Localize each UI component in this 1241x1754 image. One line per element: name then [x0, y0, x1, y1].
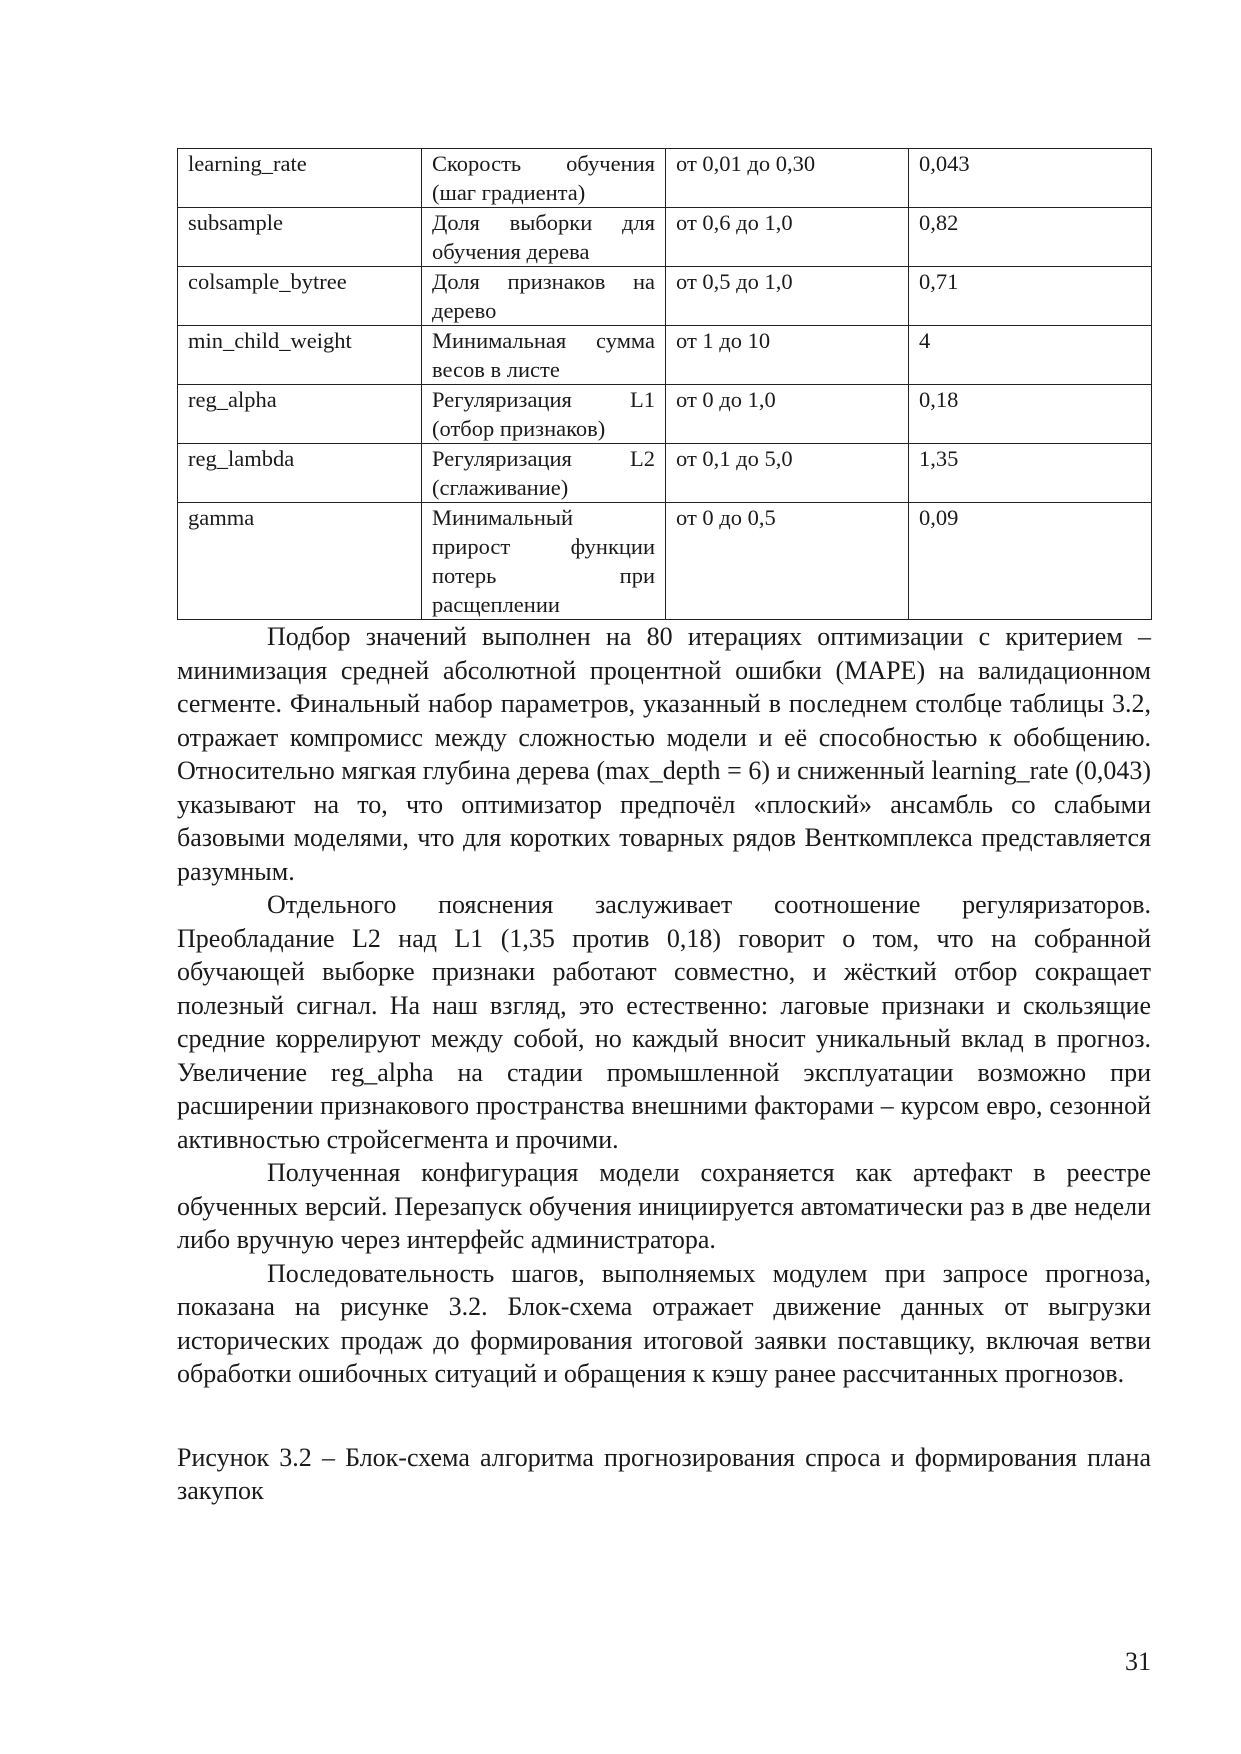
- table-row: [178, 267, 1152, 326]
- param-name-cell: min_child_weight: [178, 326, 422, 385]
- param-description-cell: Минимальная сумма весов в листе: [422, 326, 666, 385]
- param-range-cell: от 0 до 0,5: [666, 503, 909, 620]
- param-name-cell: subsample: [178, 208, 422, 267]
- table-row: [178, 208, 1152, 267]
- param-name-cell: learning_rate: [178, 149, 422, 208]
- paragraph: Полученная конфигурация модели сохраняется как артефакт в реестре обученных версий. Перезапуск обучения инициируется автоматически раз в две недели либо вручную через интерфейс администратора.: [177, 1158, 1151, 1254]
- param-value-cell: 1,35: [909, 444, 1152, 503]
- param-value-cell: 4: [909, 326, 1152, 385]
- param-value-cell: 0,71: [909, 267, 1152, 326]
- param-description-cell: Минимальный прирост функции потерь при расщеплении: [422, 503, 666, 620]
- param-name-cell: reg_alpha: [178, 385, 422, 444]
- param-description-cell: Доля выборки для обучения дерева: [422, 208, 666, 267]
- table-row: [178, 385, 1152, 444]
- param-range-cell: от 0,1 до 5,0: [666, 444, 909, 503]
- param-range-cell: от 0,5 до 1,0: [666, 267, 909, 326]
- param-description-cell: Скорость обучения (шаг градиента): [422, 149, 666, 208]
- param-value-cell: 0,18: [909, 385, 1152, 444]
- param-value-cell: 0,043: [909, 149, 1152, 208]
- paragraph: Подбор значений выполнен на 80 итерациях оптимизации с критерием – минимизация средней абсолютной процентной ошибки (MAPE) на валидационном сегменте. Финальный набор параметров, указанный в последнем столбце таблицы 3.2, отражает компромисс между сложностью модели и её способностью к обобщению. Относительно мягкая глубина дерева (max_depth = 6) и сниженный learning_rate (0,043) указывают на то, что оптимизатор предпочёл «плоский» ансамбль со слабыми базовыми моделями, что для коротких товарных рядов Венткомплекса представляется разумным.: [177, 622, 1151, 886]
- parameters-table: [177, 148, 1152, 620]
- page-number: 31: [1125, 1647, 1151, 1676]
- param-name-cell: gamma: [178, 503, 422, 620]
- paragraph: Отдельного пояснения заслуживает соотношение регуляризаторов. Преобладание L2 над L1 (1,35 против 0,18) говорит о том, что на собранной обучающей выборке признаки работают совместно, и жёсткий отбор сокращает полезный сигнал. На наш взгляд, это естественно: лаговые признаки и скользящие средние коррелируют между собой, но каждый вносит уникальный вклад в прогноз. Увеличение reg_alpha на стадии промышленной эксплуатации возможно при расширении признакового пространства внешними факторами – курсом евро, сезонной активностью стройсегмента и прочими.: [177, 890, 1151, 1154]
- figure-caption: Рисунок 3.2 – Блок-схема алгоритма прогнозирования спроса и формирования плана закупок: [177, 1442, 1151, 1505]
- param-value-cell: 0,82: [909, 208, 1152, 267]
- table-row: [178, 326, 1152, 385]
- param-description-cell: Доля признаков на дерево: [422, 267, 666, 326]
- param-description-cell: Регуляризация L2 (сглаживание): [422, 444, 666, 503]
- param-range-cell: от 0,6 до 1,0: [666, 208, 909, 267]
- param-value-cell: 0,09: [909, 503, 1152, 620]
- param-range-cell: от 0 до 1,0: [666, 385, 909, 444]
- document-page: [177, 148, 1151, 1508]
- param-name-cell: colsample_bytree: [178, 267, 422, 326]
- param-range-cell: от 1 до 10: [666, 326, 909, 385]
- table-row: [178, 503, 1152, 620]
- body-text: [177, 620, 1151, 1391]
- table-row: [178, 149, 1152, 208]
- param-range-cell: от 0,01 до 0,30: [666, 149, 909, 208]
- param-description-cell: Регуляризация L1 (отбор признаков): [422, 385, 666, 444]
- param-name-cell: reg_lambda: [178, 444, 422, 503]
- table-row: [178, 444, 1152, 503]
- paragraph: Последовательность шагов, выполняемых модулем при запросе прогноза, показана на рисунке 3.2. Блок-схема отражает движение данных от выгрузки исторических продаж до формирования итоговой заявки поставщику, включая ветви обработки ошибочных ситуаций и обращения к кэшу ранее рассчитанных прогнозов.: [177, 1258, 1151, 1388]
